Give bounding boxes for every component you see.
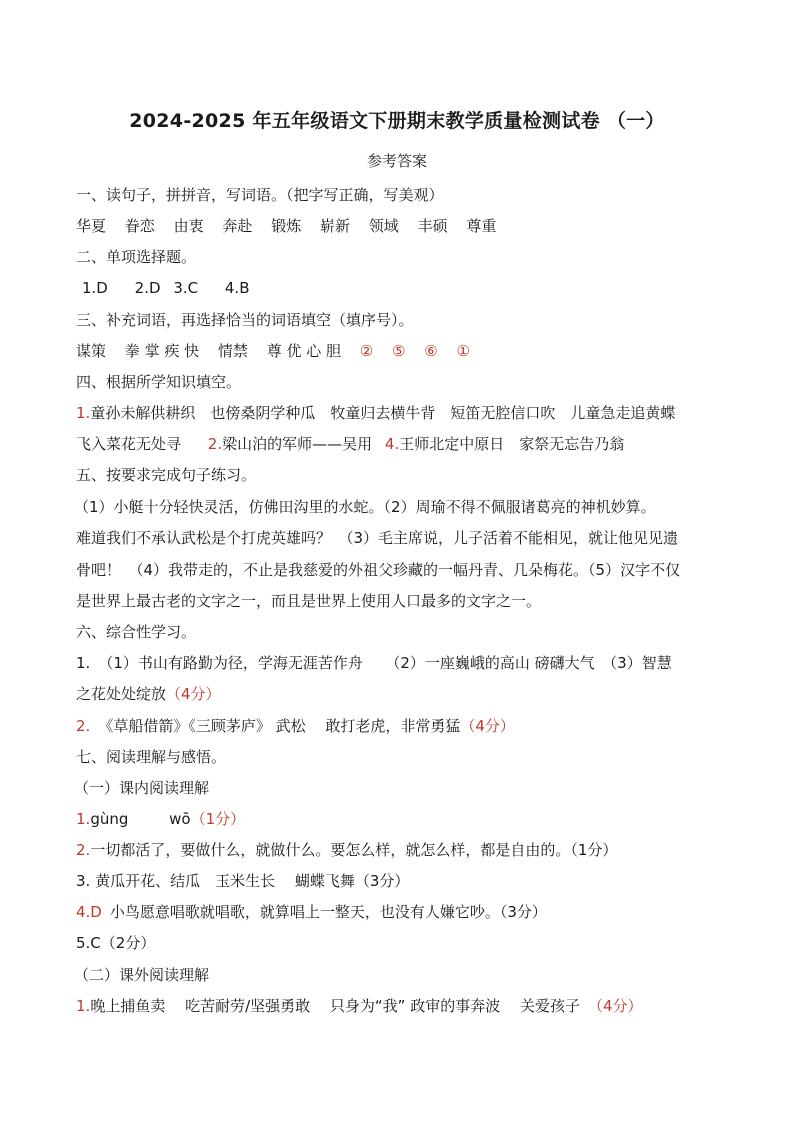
pinyin: wō	[169, 810, 191, 828]
section-5-line: 是世界上最古老的文字之一，而且是世界上使用人口最多的文字之一。	[76, 592, 542, 610]
word: 尊重	[466, 217, 497, 235]
page-subtitle: 参考答案	[366, 152, 427, 170]
answer-text: （1）书山有路勤为径，学海无涯苦作舟 （2）一座巍峨的高山 磅礴大气 （3）智慧	[98, 654, 672, 672]
answer: 3.C	[173, 279, 199, 297]
section-6-heading: 六、综合性学习。	[76, 623, 197, 641]
section-2-answers	[82, 278, 742, 298]
answer-text: 梁山泊的军师——吴用	[222, 435, 373, 453]
section-1-answers	[76, 216, 736, 236]
word: 奔赴	[222, 217, 253, 235]
item-number: 4.	[384, 435, 400, 453]
section-5-line: （1）小艇十分轻快灵活，仿佛田沟里的水蛇。（2）周瑜不得不佩服诸葛亮的神机妙算。	[74, 498, 656, 516]
item-number: 2.	[76, 717, 91, 735]
answer-text: 王师北定中原日 家祭无忘告乃翁	[399, 435, 625, 453]
answer-text: 童孙未解供耕织 也傍桑阴学种瓜 牧童归去横牛背 短笛无腔信口吹 儿童急走追黄蝶	[90, 404, 676, 422]
choice: ②	[359, 342, 374, 360]
section-4-line-2	[76, 434, 736, 454]
word: 拳 掌 疾 快	[124, 342, 200, 360]
word: 眷恋	[124, 217, 155, 235]
word: 尊 优 心 胆	[266, 342, 341, 360]
item-number: 2.	[207, 435, 223, 453]
item-number: 4.D	[76, 903, 102, 921]
reading-q4	[76, 902, 736, 922]
section-4-line-1	[76, 403, 736, 423]
reading-q5: 5.C（2分）	[76, 934, 156, 952]
word: 情禁	[217, 342, 248, 360]
word: 华夏	[76, 217, 107, 235]
subsection-heading: （二）课外阅读理解	[74, 966, 210, 984]
choice: ⑥	[424, 342, 438, 360]
section-5-heading: 五、按要求完成句子练习。	[76, 466, 257, 484]
reading-q1	[76, 809, 736, 829]
section-3-heading: 三、补充词语，再选择恰当的词语填空（填序号）。	[76, 311, 414, 329]
answer-text: 小鸟愿意唱歌就唱歌，就算唱上一整天，也没有人嫌它吵。（3分）	[109, 903, 547, 921]
answer-text: 之花处处绽放	[76, 685, 167, 703]
word: 崭新	[319, 217, 350, 235]
answer-text: 《草船借箭》《三顾茅庐》 武松 敢打老虎，非常勇猛	[98, 717, 461, 735]
page-title: 2024-2025 年五年级语文下册期末教学质量检测试卷 （一）	[129, 110, 665, 132]
choice: ①	[456, 342, 470, 360]
item-number: 1.	[76, 654, 91, 672]
word: 领域	[368, 217, 399, 235]
answer: 2.D	[134, 279, 161, 297]
item-number: 1.	[76, 997, 91, 1015]
score: （4分）	[166, 685, 221, 703]
score: （4分）	[587, 997, 643, 1015]
subsection-heading: （一）课内阅读理解	[74, 779, 210, 797]
choice: ⑤	[392, 342, 406, 360]
answer-text: 一切都活了，要做什么，就做什么。要怎么样，就怎么样，都是自由的。（1分）	[90, 841, 618, 859]
section-6-line-3	[76, 716, 736, 736]
word: 丰硕	[417, 217, 448, 235]
section-4-heading: 四、根据所学知识填空。	[76, 373, 242, 391]
section-6-line-1	[76, 653, 736, 673]
section-6-line-2	[76, 684, 736, 704]
word: 谋策	[76, 342, 107, 360]
word: 由衷	[173, 217, 204, 235]
score: （4分）	[460, 717, 515, 735]
answer-text: 飞入菜花无处寻	[76, 435, 182, 453]
score: （1分）	[190, 810, 246, 828]
reading-q2	[76, 840, 736, 860]
answer: 4.B	[224, 279, 250, 297]
answer-text: 晚上捕鱼卖 吃苦耐劳/坚强勇敢 只身为“我” 政审的事奔波 关爱孩子	[90, 997, 580, 1015]
section-5-line: 骨吧！ （4）我带走的，不止是我慈爱的外祖父珍藏的一幅丹青、几朵梅花。（5）汉字不仅	[76, 561, 681, 579]
section-5-line: 难道我们不承认武松是个打虎英雄吗？ （3）毛主席说，儿子活着不能相见，就让他见见遗	[76, 529, 679, 547]
pinyin: gùng	[90, 810, 129, 828]
item-number: 1.	[76, 810, 91, 828]
reading-q3: 3. 黄瓜开花、结瓜 玉米生长 蝴蝶飞舞（3分）	[76, 872, 410, 890]
item-number: 1.	[76, 404, 91, 422]
section-7-heading: 七、阅读理解与感悟。	[76, 748, 227, 766]
section-3-answers	[76, 341, 736, 361]
extra-reading-q1	[76, 996, 736, 1016]
word: 锻炼	[271, 217, 302, 235]
section-1-heading: 一、读句子，拼拼音，写词语。（把字写正确，写美观）	[76, 186, 444, 204]
answer: 1.D	[82, 279, 108, 297]
section-2-heading: 二、单项选择题。	[76, 248, 197, 266]
item-number: 2.	[76, 841, 91, 859]
